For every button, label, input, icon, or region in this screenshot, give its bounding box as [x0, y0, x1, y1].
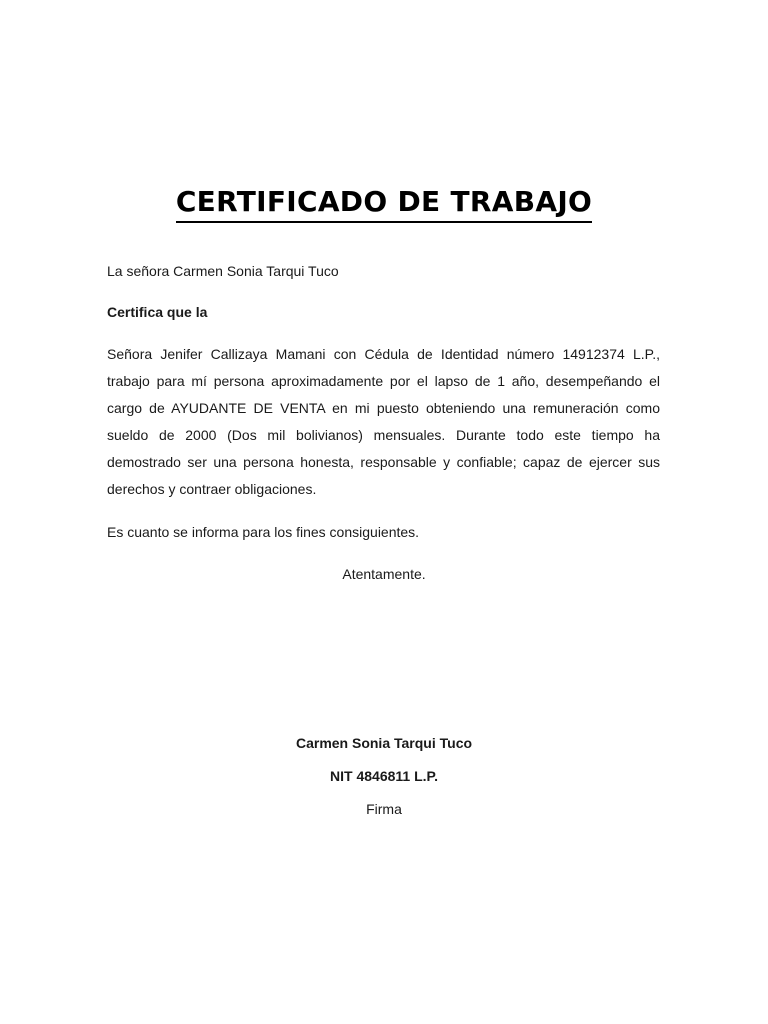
- body-paragraph: Señora Jenifer Callizaya Mamani con Cédula de Identidad número 14912374 L.P., trabajo para mí persona aproximadamente por el lapso de 1 año, desempeñando el cargo de AYUDANTE DE VENTA en mi puesto obteniendo una remuneración como sueldo de 2000 (Dos mil bolivianos) mensuales. Durante todo este tiempo ha demostrado ser una persona honesta, responsable y confiable; capaz de ejercer sus derechos y contraer obligaciones.: [107, 346, 660, 497]
- signature-nit: NIT 4846811 L.P.: [330, 768, 438, 784]
- document-title: [0, 184, 768, 223]
- signature-name: Carmen Sonia Tarqui Tuco: [295, 735, 473, 751]
- document-title-text: CERTIFICADO DE TRABAJO: [176, 184, 592, 223]
- closing-line: Es cuanto se informa para los fines consiguientes.: [107, 524, 420, 540]
- certifica-line: Certifica que la: [107, 304, 208, 320]
- signature-firma-label: Firma: [366, 801, 402, 817]
- atentamente-line: Atentamente.: [342, 566, 426, 582]
- intro-line: La señora Carmen Sonia Tarqui Tuco: [107, 263, 339, 279]
